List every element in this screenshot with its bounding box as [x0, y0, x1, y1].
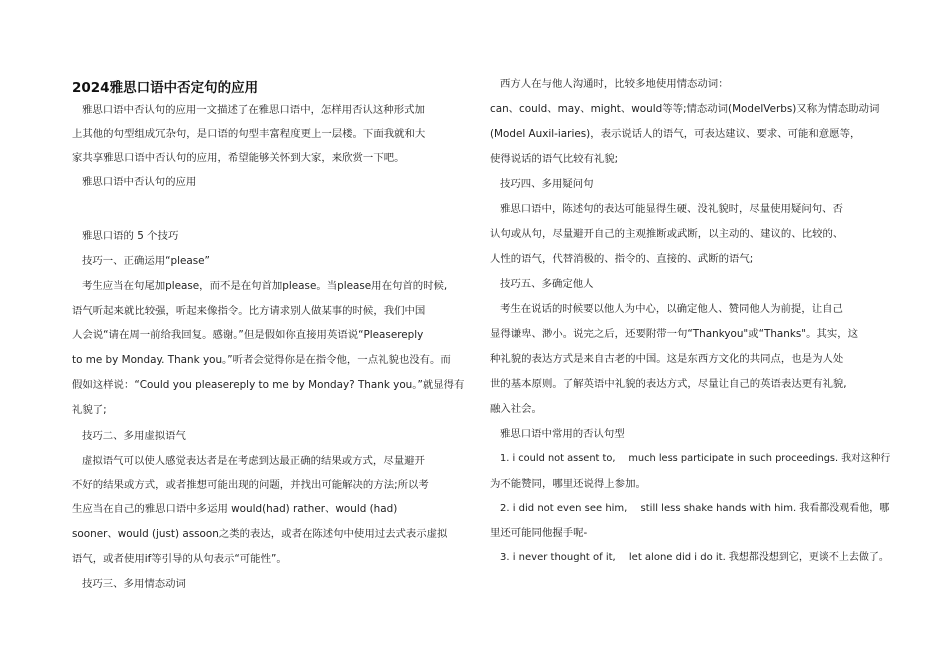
paragraph-line: 不好的结果或方式，或者推想可能出现的问题，并找出可能解决的方法;所以考 — [72, 479, 429, 491]
paragraph-line: 考生在说话的时候要以他人为中心，以确定他人、赞同他人为前提，让自己 — [500, 303, 843, 315]
paragraph-line: 雅思口语中，陈述句的表达可能显得生硬、没礼貌时，尽量使用疑问句、否 — [500, 203, 843, 215]
paragraph-line: 假如这样说：“Could you pleasereply to me by Monday? Thank you。”就显得有 — [72, 379, 465, 391]
paragraph-line: 上其他的句型组成冗杂句，是口语的句型丰富程度更上一层楼。下面我就和大 — [72, 128, 426, 140]
paragraph-line: 考生应当在句尾加please，而不是在句首加please。当please用在句首的时候, — [82, 280, 448, 292]
paragraph-line: 西方人在与他人沟通时，比较多地使用情态动词： — [500, 78, 729, 90]
section-heading: 雅思口语中常用的否认句型 — [500, 428, 625, 440]
example-sentence: 2. i did not even see him, still less shake hands with him. 我看都没观看他，哪 — [500, 503, 890, 514]
paragraph-line: to me by Monday. Thank you。”听者会觉得你是在指令他，一点礼貌也没有。而 — [72, 354, 451, 366]
paragraph-line: 人会说“请在周一前给我回复。感谢。”但是假如你直接用英语说“Pleasereply — [72, 329, 424, 341]
tip-heading: 技巧五、多确定他人 — [500, 278, 594, 290]
paragraph-line: 虚拟语气可以使人感觉表达者是在考虑到达最正确的结果或方式，尽量避开 — [82, 455, 425, 467]
paragraph-line: 显得谦卑、渺小。说完之后，还要附带一句“Thankyou"或“Thanks"。其实，这 — [490, 328, 859, 340]
tip-heading: 技巧四、多用疑问句 — [500, 178, 594, 190]
paragraph-line: (Model Auxil-iaries)，表示说话人的语气，可表达建议、要求、可能和意愿等， — [490, 128, 861, 140]
tip-heading: 技巧二、多用虚拟语气 — [82, 430, 186, 442]
paragraph-line: 语气听起来就比较强，听起来像指令。比方请求别人做某事的时候，我们中国 — [72, 305, 426, 317]
paragraph-line: 礼貌了; — [72, 404, 107, 416]
paragraph-line: 种礼貌的表达方式是来自古老的中国。这是东西方文化的共同点，也是为人处 — [490, 353, 844, 365]
document-title: 2024雅思口语中否定句的应用 — [72, 80, 259, 96]
paragraph-line: 使得说话的语气比较有礼貌; — [490, 153, 619, 165]
paragraph-line: 融入社会。 — [490, 403, 542, 415]
tip-heading: 技巧一、正确运用“please” — [82, 255, 210, 267]
section-heading: 雅思口语中否认句的应用 — [82, 176, 197, 188]
example-sentence: 3. i never thought of it, let alone did i do it. 我想都没想到它，更谈不上去做了。 — [500, 552, 889, 563]
section-heading: 雅思口语的 5 个技巧 — [82, 230, 179, 242]
paragraph-line: 认句或从句，尽量避开自己的主观推断或武断，以主动的、建议的、比较的、 — [490, 228, 844, 240]
paragraph-line: 家共享雅思口语中否认句的应用，希望能够关怀到大家，来欣赏一下吧。 — [72, 152, 405, 164]
paragraph-line: 语气，或者使用if等引导的从句表示“可能性”。 — [72, 553, 287, 565]
paragraph-line: 雅思口语中否认句的应用一文描述了在雅思口语中，怎样用否认这种形式加 — [82, 104, 425, 116]
example-sentence: 里还可能同他握手呢- — [490, 527, 588, 539]
paragraph-line: 世的基本原则。了解英语中礼貌的表达方式，尽量让自己的英语表达更有礼貌, — [490, 378, 847, 390]
paragraph-line: 人性的语气，代替消极的、指令的、直接的、武断的语气; — [490, 253, 754, 265]
paragraph-line: can、could、may、might、would等等;情态动词(ModelVerbs)又称为情态助动词 — [490, 103, 880, 115]
tip-heading: 技巧三、多用情态动词 — [82, 578, 186, 590]
example-sentence: 为不能赞同，哪里还说得上参加。 — [490, 478, 646, 490]
paragraph-line: 生应当在自己的雅思口语中多运用 would(had) rather、would (had) — [72, 503, 398, 515]
example-sentence: 1. i could not assent to, much less participate in such proceedings. 我对这种行 — [500, 453, 891, 464]
paragraph-line: sooner、would (just) assoon之类的表达，或者在陈述句中使用过去式表示虚拟 — [72, 528, 448, 540]
